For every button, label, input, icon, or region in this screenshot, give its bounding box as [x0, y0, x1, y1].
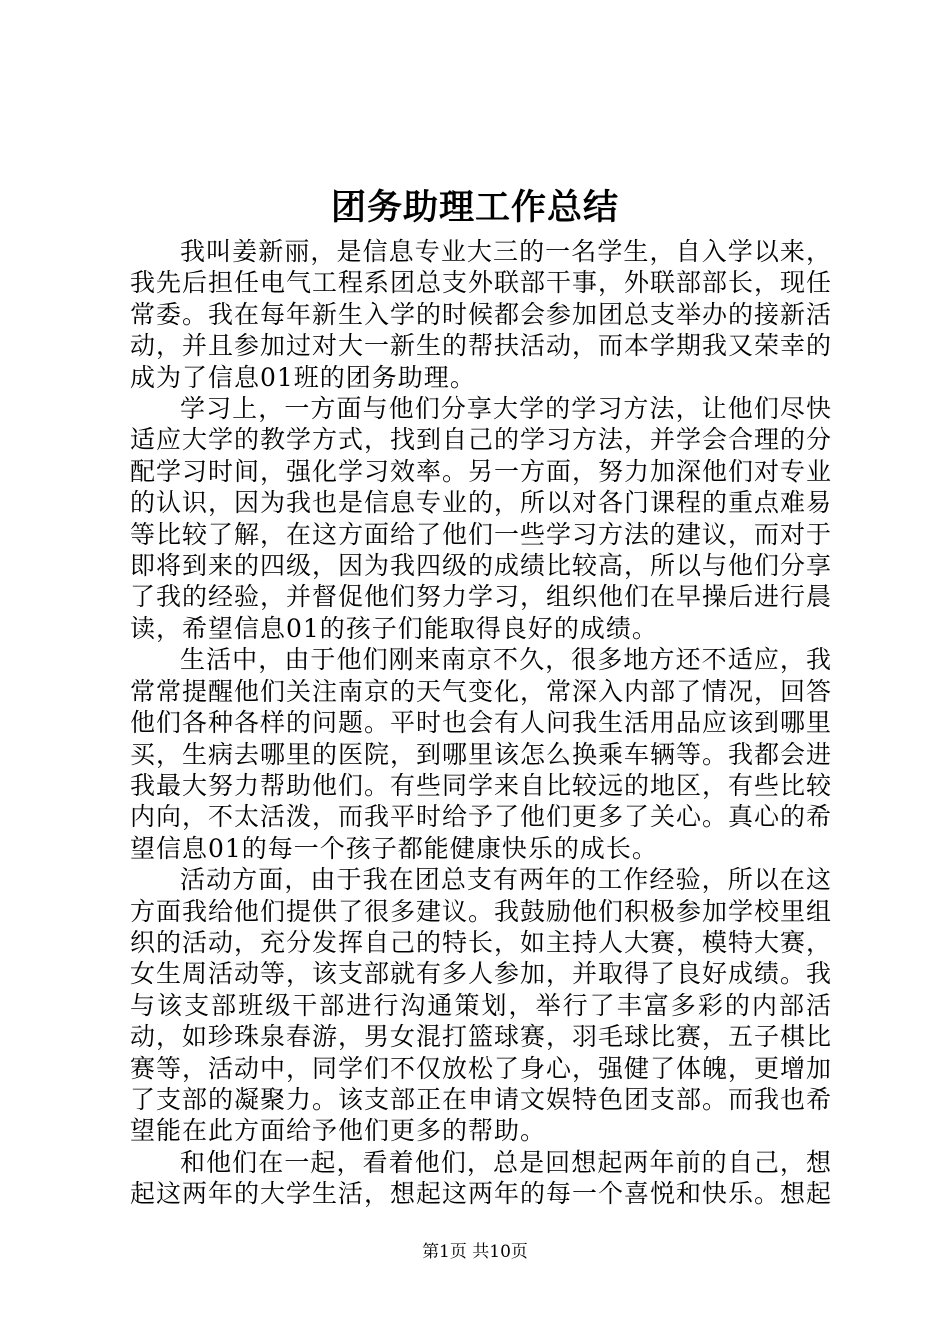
page-footer: 第1页 共10页	[422, 1242, 528, 1262]
document-body	[130, 236, 832, 1210]
paragraph-activities: 活动方面，由于我在团总支有两年的工作经验，所以在这方面我给他们提供了很多建议。我鼓励他们积极参加学校里组织的活动，充分发挥自己的特长，如主持人大赛，模特大赛，女生周活动等，该支部就有多人参加，并取得了良好成绩。我与该支部班级干部进行沟通策划，举行了丰富多彩的内部活动，如珍珠泉春游，男女混打篮球赛，羽毛球比赛，五子棋比赛等，活动中，同学们不仅放松了身心，强健了体魄，更增加了支部的凝聚力。该支部正在申请文娱特色团支部。而我也希望能在此方面给予他们更多的帮助。	[130, 865, 833, 1146]
paragraph-life: 生活中，由于他们刚来南京不久，很多地方还不适应，我常常提醒他们关注南京的天气变化，常深入内部了情况，回答他们各种各样的问题。平时也会有人问我生活用品应该到哪里买，生病去哪里的医院，到哪里该怎么换乘车辆等。我都会进我最大努力帮助他们。有些同学来自比较远的地区，有些比较内向，不太活泼，而我平时给予了他们更多了关心。真心的希望信息01的每一个孩子都能健康快乐的成长。	[130, 645, 833, 863]
paragraph-study: 学习上，一方面与他们分享大学的学习方法，让他们尽快适应大学的教学方式，找到自己的学习方法，并学会合理的分配学习时间，强化学习效率。另一方面，努力加深他们对专业的认识，因为我也是信息专业的，所以对各门课程的重点难易等比较了解，在这方面给了他们一些学习方法的建议，而对于即将到来的四级，因为我四级的成绩比较高，所以与他们分享了我的经验，并督促他们努力学习，组织他们在早操后进行晨读，希望信息01的孩子们能取得良好的成绩。	[130, 394, 833, 643]
document-title: 团务助理工作总结	[330, 187, 619, 228]
paragraph-intro: 我叫姜新丽，是信息专业大三的一名学生，自入学以来，我先后担任电气工程系团总支外联部干事，外联部部长，现任常委。我在每年新生入学的时候都会参加团总支举办的接新活动，并且参加过对大一新生的帮扶活动，而本学期我又荣幸的成为了信息01班的团务助理。	[130, 237, 833, 392]
paragraph-reflection: 和他们在一起，看着他们，总是回想起两年前的自己，想起这两年的大学生活，想起这两年的每一个喜悦和快乐。想起	[130, 1147, 833, 1209]
